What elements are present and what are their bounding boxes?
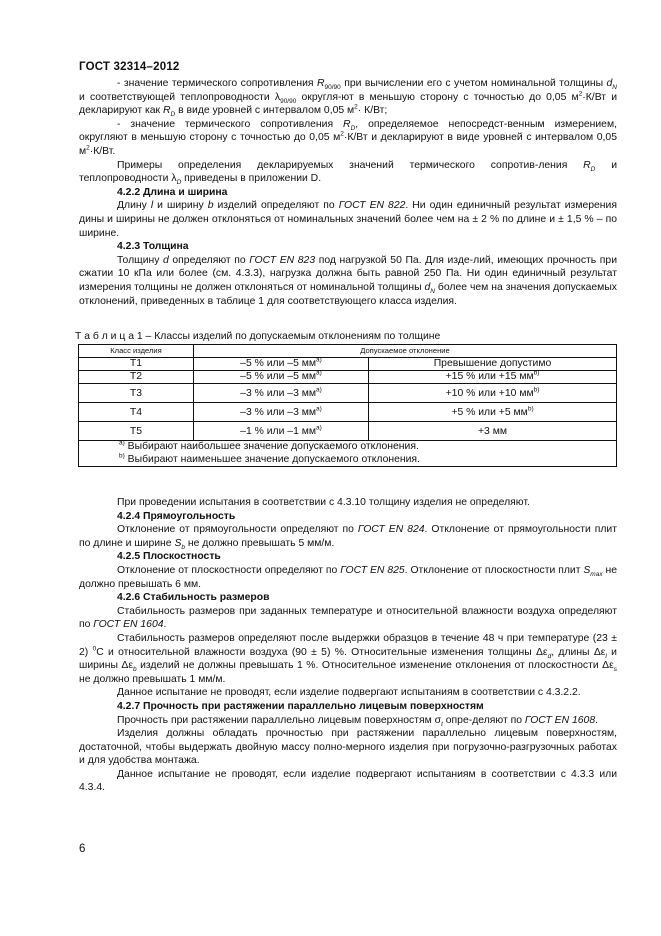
page-number: 6 [79,843,86,855]
table-cell-positive: +15 % или +15 $мм^{b)}$ [369,371,617,384]
paragraph-flatness: Отклонение от плоскостности определяют по ГОСТ EN 825. Отклонение от плоскостности плит $S_{max}$ не должно превышать 6 мм. [79,564,617,590]
heading-4-2-7: 4.2.7 Прочность при растяжении параллельно лицевым поверхностям [117,700,484,712]
table-cell-positive: +10 % или +10 $мм^{b)}$ [369,384,617,403]
table-cell-negative: –5 % или –5 $мм^{a)}$ [194,358,369,371]
paragraph-tensile-requirement: Изделия должны обладать прочностью при растяжении параллельно лицевым поверхностям, достаточной, чтобы выдержать двойную массу полно-мерного изделия при погрузочно-разгрузочных работах и для удобства монтажа. [79,728,617,767]
footnote-b: $^{b)}$ Выбирают наименьшее значение допускаемого отклонения. [119,452,420,465]
paragraph-rd-rounding: - значение термического сопротивления $R_D$, определяемое непосредст-венным измерением, округляют в меньшую сторону с точностью до 0,05 $м^2\cdot К/Вт$ и декларируют в виде уровней с интервалом 0,05 $м^2\cdot К/Вт$. [79,118,617,157]
heading-4-2-2: 4.2.2 Длина и ширина [117,186,228,198]
table-row [79,403,617,422]
paragraph-dim-stability-method: Стабильность размеров при заданных температуре и относительной влажности воздуха определяют по ГОСТ EN 1604. [79,605,617,631]
table-cell-class: T4 [79,403,194,422]
thickness-tolerance-table [78,344,617,467]
table-cell-negative: –1 % или –1 $мм^{a)}$ [194,422,369,441]
table-cell-class: T1 [79,358,194,371]
table-cell-positive: +3 мм [369,422,617,441]
text-block-bottom [79,496,617,795]
text-block-top [79,77,617,308]
table-cell-class: T2 [79,371,194,384]
table-cell-exceed-allowed: Превышение допустимо [369,358,617,371]
paragraph-r90-rounding: - значение термического сопротивления $R_{90/90}$ при вычислении его с учетом номинальной толщины $d_N$ и соответствующей теплопроводности $\lambda_{90/90}$ округля-ют в меньшую сторону с точностью до 0,05 $м^2\cdot К/Вт$ и декларируют как $R_D$ в виде уровней с интервалом 0,05 $м^2\cdot К/Вт$; [79,78,617,119]
paragraph-dim-stability-exception: Данное испытание не проводят, если изделие подвергают испытаниям в соответствии с 4.3.2.2. [117,687,581,699]
table-row [79,384,617,403]
table-footnotes [79,441,617,467]
heading-4-2-6: 4.2.6 Стабильность размеров [117,592,270,604]
table-header-deviation: Допускаемое отклонение [194,345,617,358]
paragraph-squareness: Отклонение от прямоугольности определяют по ГОСТ EN 824. Отклонение от прямоугольности плит по длине и ширине $S_b$ не должно превышать 5 мм/м. [79,524,617,551]
table-footnotes-row [79,441,617,467]
table-cell-class: T5 [79,422,194,441]
table-row [79,422,617,441]
heading-4-2-4: 4.2.4 Прямоугольность [117,510,236,522]
table-header-class: Класс изделия [79,345,194,358]
paragraph-length-width: Длину l и ширину b изделий определяют по ГОСТ EN 822. Ни один единичный результат измерения дины и ширины не должен отклоняться от номинальных значений более чем на ± 2 % по длине и ± 1,5 % – по ширине. [79,200,617,239]
table-caption: Т а б л и ц а 1 – Классы изделий по допускаемым отклонениям по толщине [75,331,441,342]
paragraph-thickness-note: При проведении испытания в соответствии с 4.3.10 толщину изделия не определяют. [117,497,530,508]
paragraph-tensile-method: Прочность при растяжении параллельно лицевым поверхностям $\sigma_t$ опре-деляют по ГОСТ EN 1608. [117,714,598,728]
table-cell-class: T3 [79,384,194,403]
table-cell-negative: –5 % или –5 $мм^{a)}$ [194,371,369,384]
table-row [79,371,617,384]
paragraph-tensile-exception: Данное испытание не проводят, если изделие подвергают испытаниям в соответствии с 4.3.3 или 4.3.4. [79,768,617,794]
paragraph-examples: Примеры определения декларируемых значений термического сопротив-ления $R_D$ и теплопроводности $\lambda_D$ приведены в приложении D. [79,159,617,187]
table-cell-positive: +5 % или +5 $мм^{b)}$ [369,403,617,422]
footnote-a: $^{a)}$ Выбирают наибольшее значение допускаемого отклонения. [119,439,419,452]
paragraph-thickness: Толщину d определяют по ГОСТ EN 823 под нагрузкой 50 Па. Для изде-лий, имеющих прочность при сжатии 10 кПа или более (см. 4.3.3), нагрузка должна быть равной 250 Па. Ни один единичный результат измерения толщины не должен отклоняться от номинальной толщины $d_N$ более чем на значения допускаемых отклонений, приведенных в таблице 1 для соответствующего класса изделия. [79,254,618,307]
paragraph-dim-stability-conditions: Стабильность размеров определяют после выдержки образцов в течение 48 ч при температуре (23 ± 2) $^0$С и относительной влажности воздуха (90 ± 5) %. Относительные изменения толщины $\Delta\varepsilon_d$, длины $\Delta\varepsilon_l$ и ширины $\Delta\varepsilon_b$ изделий не должны превышать 1 %. Относительное изменение отклонения от плоскостности $\Delta\varepsilon_s$ не должно превышать 1 мм/м. [79,632,617,685]
table-cell-negative: –3 % или –3 $мм^{a)}$ [194,384,369,403]
heading-4-2-5: 4.2.5 Плоскостность [117,551,221,563]
heading-4-2-3: 4.2.3 Толщина [117,241,189,253]
document-header: ГОСТ 32314–2012 [79,61,180,73]
table-header-row [79,345,617,358]
table-cell-negative: –3 % или –3 $мм^{a)}$ [194,403,369,422]
